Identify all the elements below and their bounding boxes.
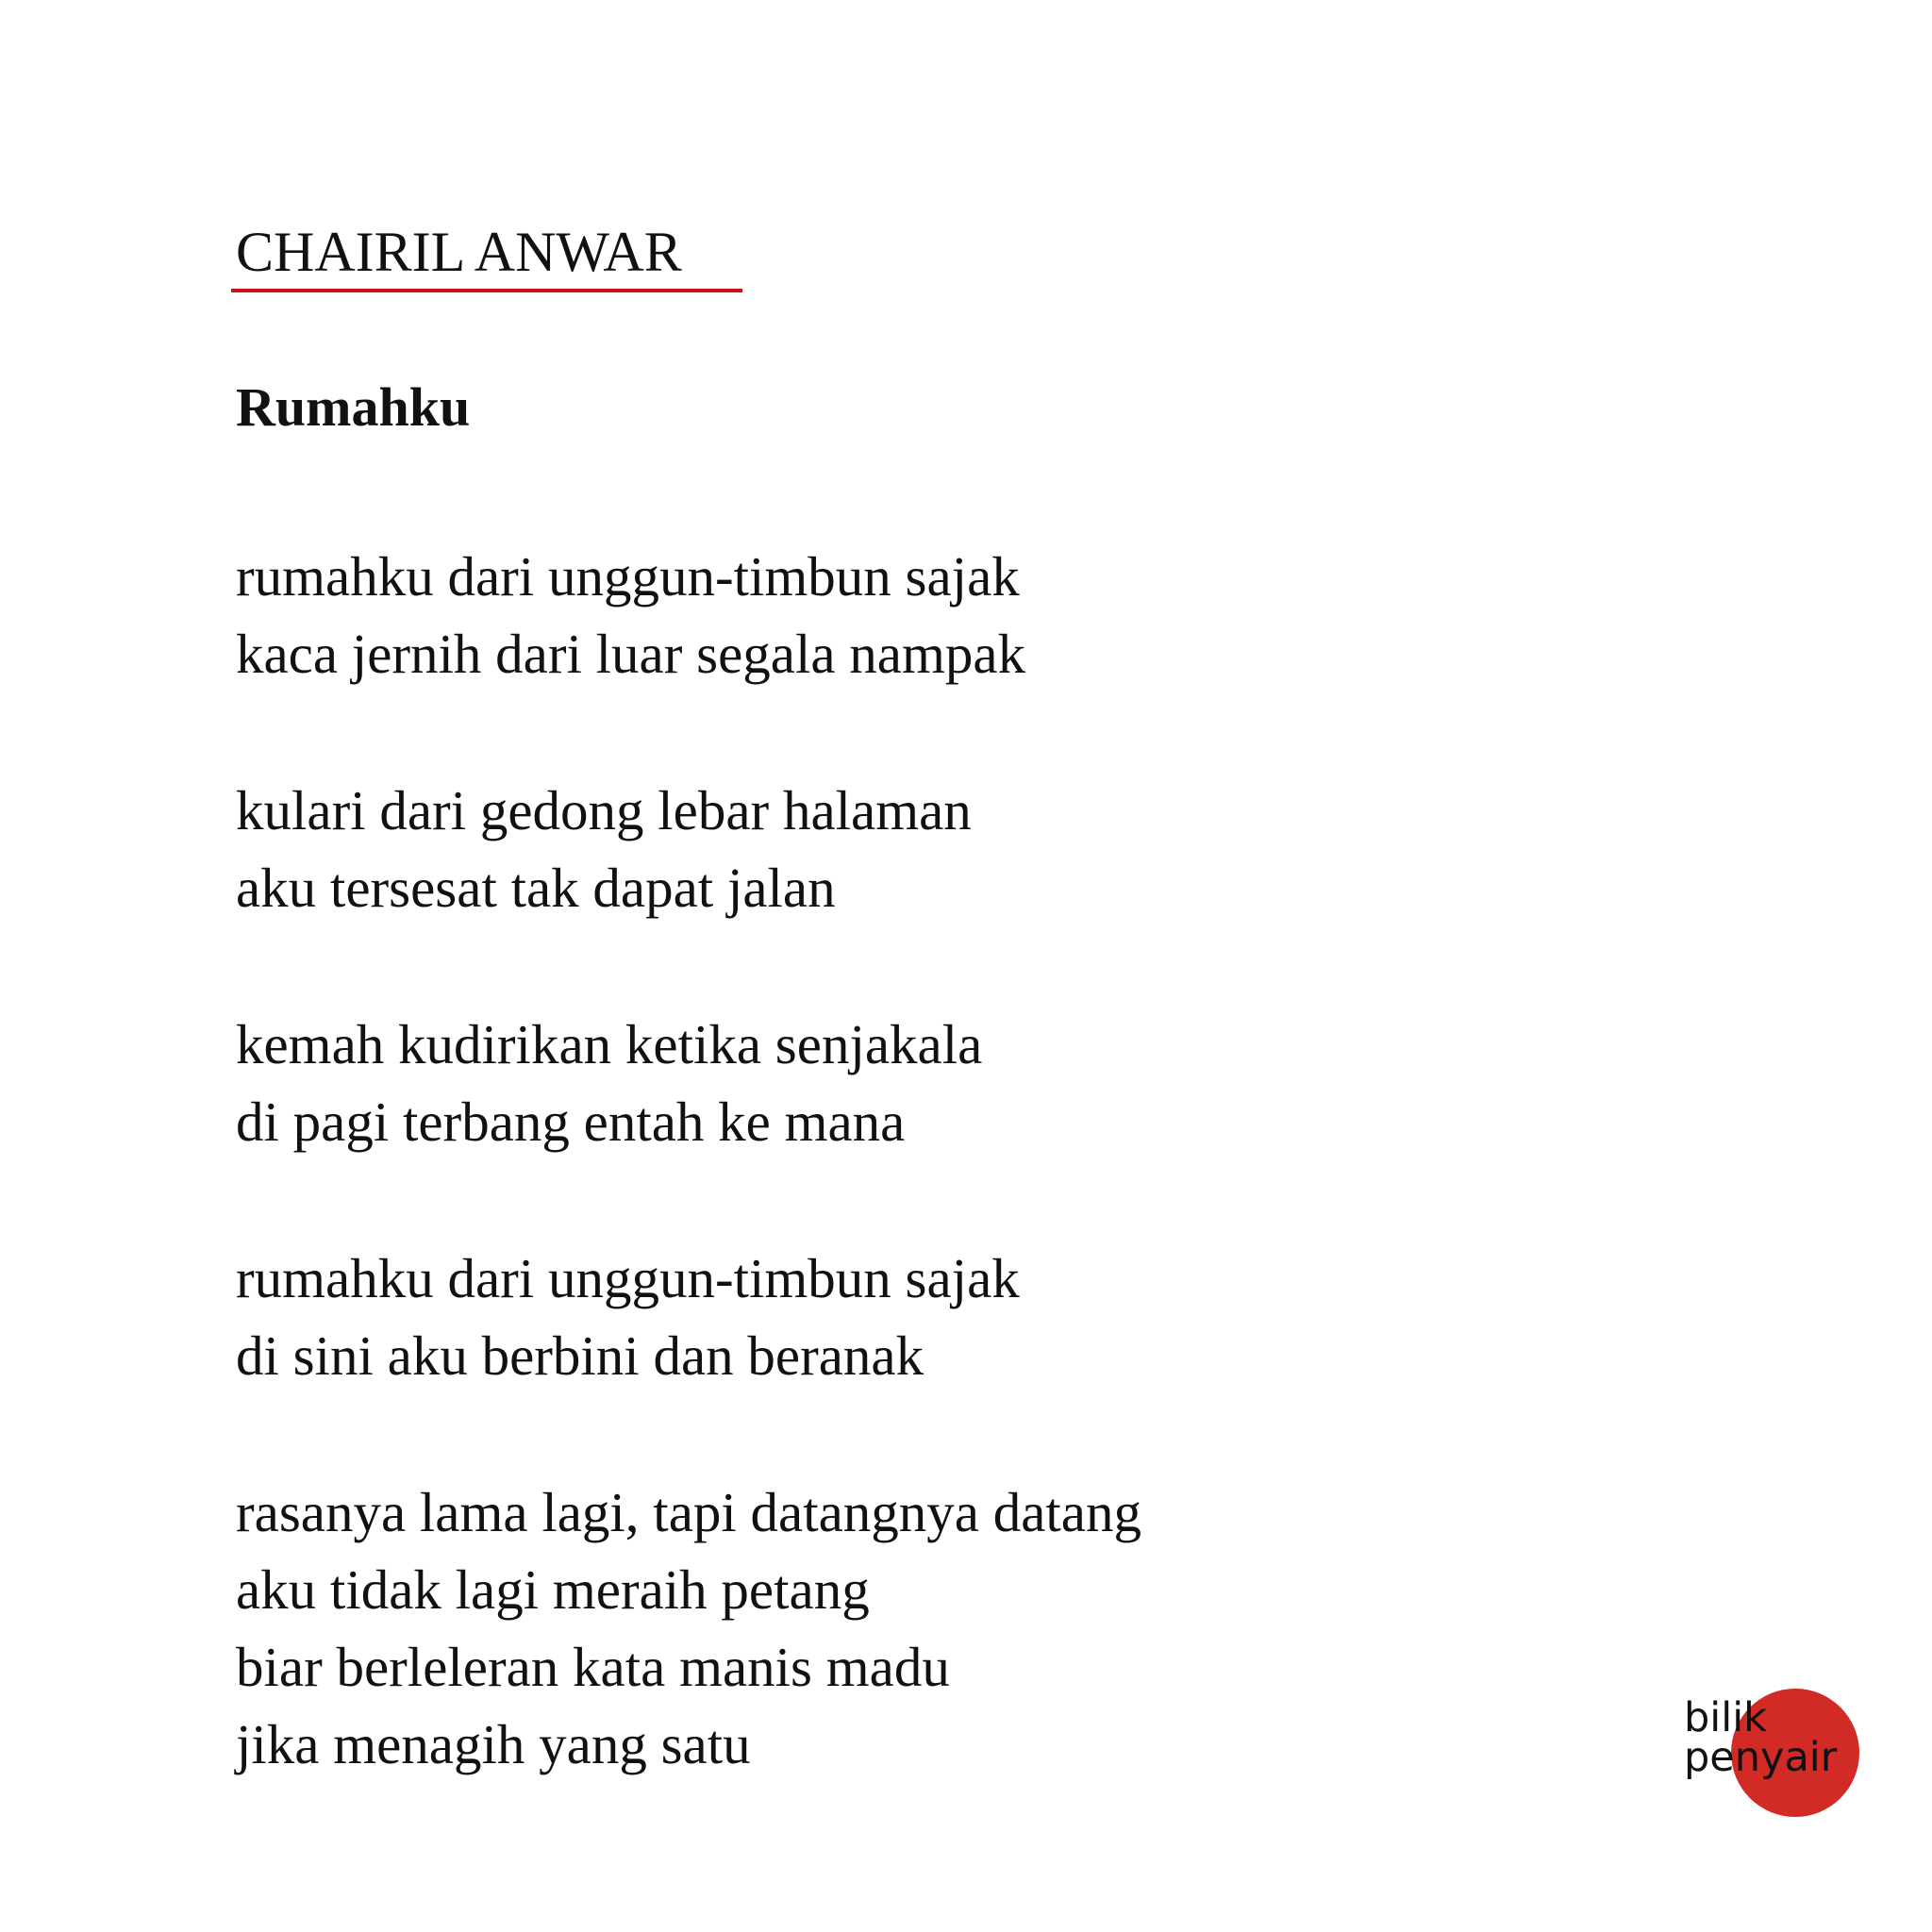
stanza xyxy=(236,1474,1141,1783)
author-name: CHAIRIL ANWAR xyxy=(236,221,682,283)
poem-line: aku tersesat tak dapat jalan xyxy=(236,857,836,919)
poem-line: kaca jernih dari luar segala nampak xyxy=(236,623,1026,685)
poem-title: Rumahku xyxy=(236,376,471,438)
poem-line: kemah kudirikan ketika senjakala xyxy=(236,1013,983,1075)
poem-line: kulari dari gedong lebar halaman xyxy=(236,779,972,841)
poem-line: di pagi terbang entah ke mana xyxy=(236,1091,906,1153)
stanza xyxy=(236,1240,1141,1394)
poem-line: biar berleleran kata manis madu xyxy=(236,1636,950,1698)
poem-body xyxy=(236,538,1141,1862)
logo-text xyxy=(1684,1694,1838,1781)
author-underline xyxy=(231,289,742,292)
stanza xyxy=(236,1006,1141,1160)
stanza xyxy=(236,538,1141,692)
stanza xyxy=(236,772,1141,926)
logo-text-line1: bilik xyxy=(1684,1694,1768,1741)
bilik-penyair-logo xyxy=(1684,1689,1873,1840)
poem-line: rasanya lama lagi, tapi datangnya datang xyxy=(236,1481,1141,1543)
poem-line: jika menagih yang satu xyxy=(236,1713,751,1775)
poem-line: rumahku dari unggun-timbun sajak xyxy=(236,545,1020,608)
poem-line: di sini aku berbini dan beranak xyxy=(236,1324,924,1387)
logo-text-line2: penyair xyxy=(1684,1734,1838,1781)
poem-line: rumahku dari unggun-timbun sajak xyxy=(236,1247,1020,1309)
poem-line: aku tidak lagi meraih petang xyxy=(236,1558,870,1621)
